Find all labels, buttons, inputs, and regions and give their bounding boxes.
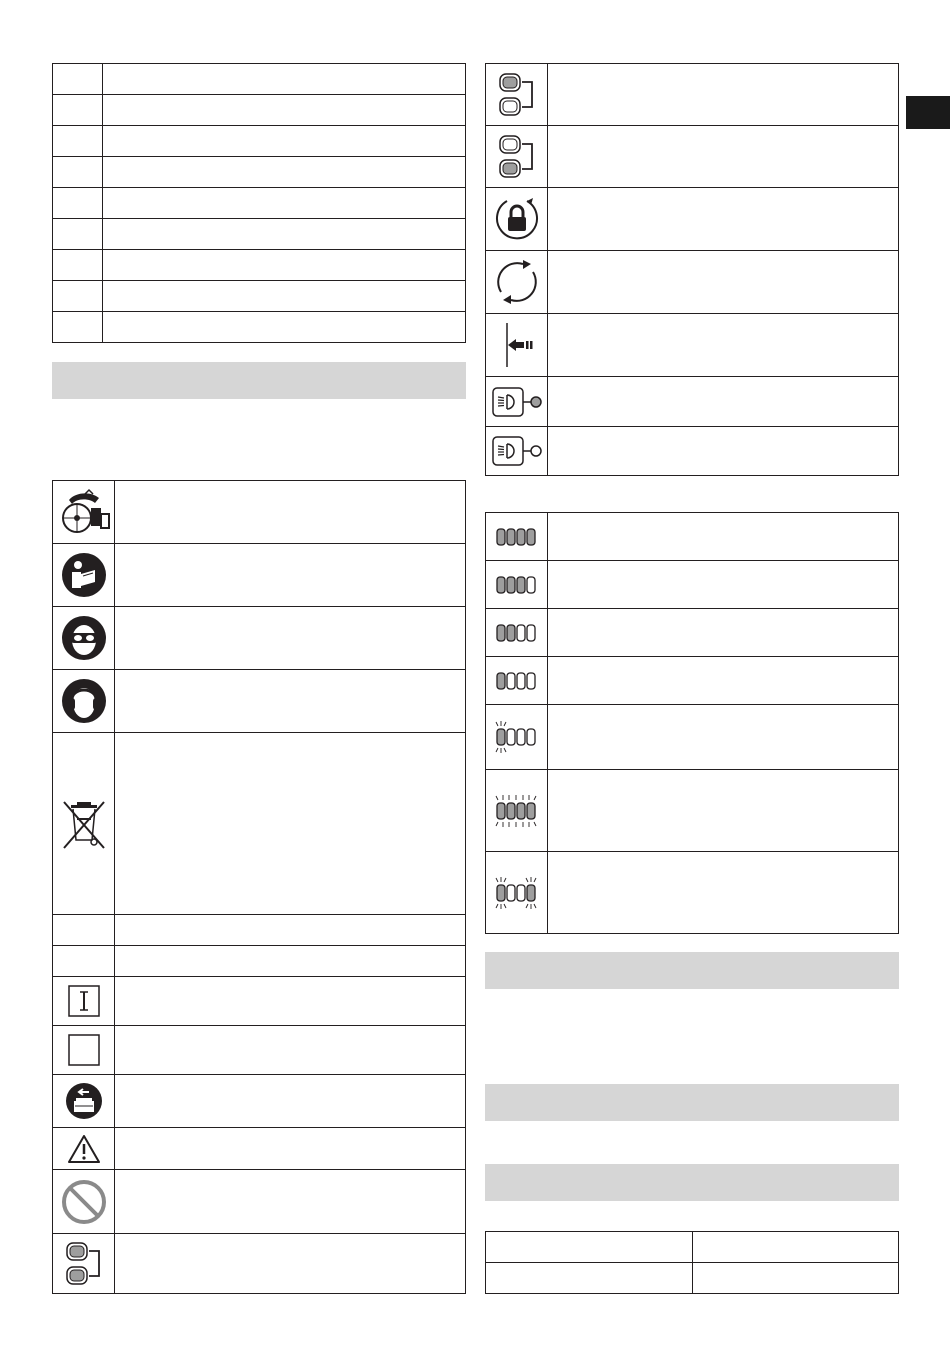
table-row: [53, 1075, 466, 1128]
table-row: [486, 126, 899, 188]
battery-indicator-table: [485, 512, 899, 934]
table-row: [53, 733, 466, 915]
section-header-bar: [485, 1164, 899, 1201]
table-row: [486, 657, 899, 705]
table-row: [486, 427, 899, 476]
crossed-out-wheeled-bin-icon: [61, 798, 107, 850]
page-tab-marker: [906, 96, 950, 129]
table-row: [53, 250, 466, 281]
lock-rotation-icon: [493, 195, 541, 243]
table-row: [486, 1263, 899, 1294]
two-leds-lit-icon: [495, 621, 539, 645]
table-row: [486, 1232, 899, 1263]
table-row: [53, 1026, 466, 1075]
table-row: [53, 126, 466, 157]
remove-battery-icon: [65, 1082, 103, 1120]
right-symbol-table: [485, 63, 899, 476]
four-leds-lit-icon: [495, 525, 539, 549]
table-row: [486, 705, 899, 770]
table-row: [53, 157, 466, 188]
outer-leds-blinking-icon: [495, 875, 539, 911]
light-on-icon: [491, 386, 543, 418]
table-row: [53, 1234, 466, 1294]
battery-top-filled-icon: [497, 71, 537, 119]
table-row: [53, 607, 466, 670]
prohibition-icon: [61, 1179, 107, 1225]
three-leds-lit-icon: [495, 573, 539, 597]
table-row: [486, 188, 899, 251]
table-row: [53, 544, 466, 607]
one-led-lit-icon: [495, 669, 539, 693]
table-row: [53, 915, 466, 946]
safety-glasses-icon: [61, 615, 107, 661]
all-leds-blinking-icon: [495, 793, 539, 829]
section-header-bar: [485, 1084, 899, 1121]
inward-arrow-icon: [497, 321, 537, 369]
left-top-table: [52, 63, 466, 343]
table-row: [53, 219, 466, 250]
table-row: [486, 314, 899, 377]
table-row: [53, 670, 466, 733]
table-row: [486, 770, 899, 852]
table-row: [53, 188, 466, 219]
table-row: [53, 64, 466, 95]
table-row: [486, 561, 899, 609]
table-row: [53, 312, 466, 343]
class-ii-tool-icon: [68, 985, 100, 1017]
section-header-bar: [485, 952, 899, 989]
table-row: [53, 481, 466, 544]
circular-saw-icon: [55, 486, 113, 538]
one-led-blinking-icon: [495, 719, 539, 755]
table-row: [486, 377, 899, 427]
read-manual-icon: [61, 552, 107, 598]
right-bottom-table: [485, 1231, 899, 1294]
two-batteries-both-filled-icon: [64, 1240, 104, 1288]
table-row: [486, 251, 899, 314]
table-row: [53, 1128, 466, 1170]
warning-triangle-icon: [67, 1134, 101, 1164]
table-row: [53, 281, 466, 312]
section-header-bar: [52, 362, 466, 399]
battery-bottom-filled-icon: [497, 133, 537, 181]
blank-square-icon: [68, 1034, 100, 1066]
left-symbol-table: [52, 480, 466, 1294]
table-row: [53, 1170, 466, 1234]
table-row: [486, 513, 899, 561]
table-row: [53, 946, 466, 977]
table-row: [486, 609, 899, 657]
table-row: [53, 95, 466, 126]
light-off-icon: [491, 435, 543, 467]
rotation-arrows-icon: [493, 258, 541, 306]
table-row: [486, 852, 899, 934]
table-row: [53, 977, 466, 1026]
table-row: [486, 64, 899, 126]
ear-protection-icon: [61, 678, 107, 724]
